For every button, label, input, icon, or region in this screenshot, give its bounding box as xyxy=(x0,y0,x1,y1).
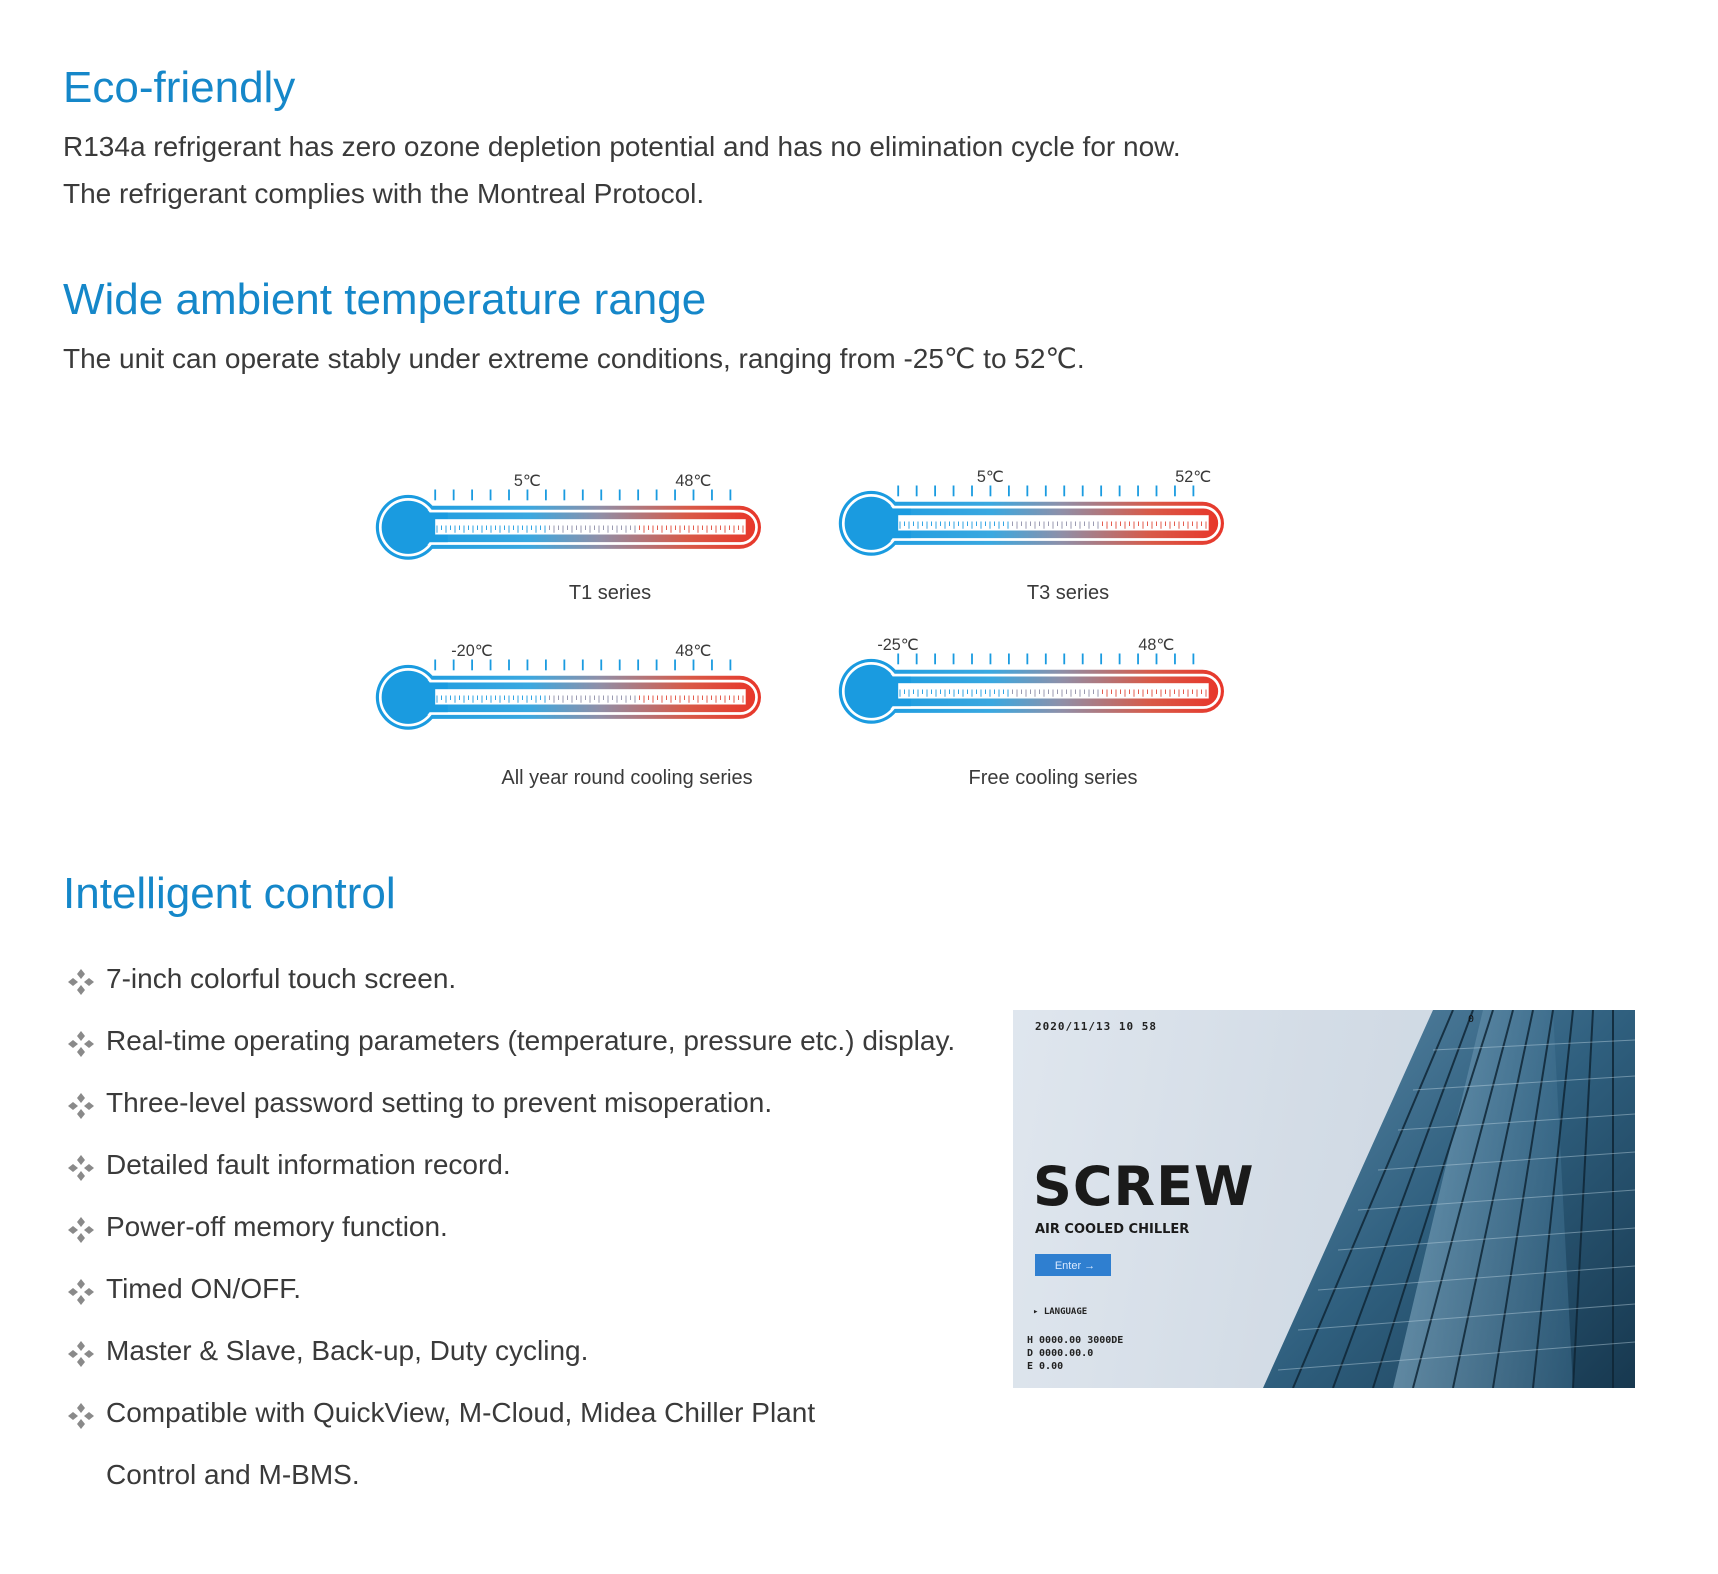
thermometer-low-label: 5℃ xyxy=(513,471,542,490)
screen-code-e: E 0.00 xyxy=(1027,1361,1064,1372)
thermometer-all-year xyxy=(352,641,792,736)
eco-line-1: R134a refrigerant has zero ozone depletion potential and has no elimination cycle for now. xyxy=(63,131,1181,162)
four-diamond-icon xyxy=(66,1215,96,1245)
temp-line: The unit can operate stably under extreme conditions, ranging from -25℃ to 52℃. xyxy=(63,343,1085,374)
screen-title: SCREW xyxy=(1033,1155,1255,1218)
eco-heading: Eco-friendly xyxy=(63,63,296,112)
thermometer-t1 xyxy=(352,471,792,566)
thermometer-high-label: 48℃ xyxy=(675,641,712,660)
four-diamond-icon xyxy=(66,1277,96,1307)
four-diamond-icon xyxy=(66,967,96,997)
thermometer-t3 xyxy=(815,467,1255,562)
screen-indicator: 0 xyxy=(1468,1014,1475,1025)
screen-datetime: 2020/11/13 10 58 xyxy=(1035,1020,1157,1033)
thermometer-caption-t1: T1 series xyxy=(568,582,652,604)
thermometer-high-label: 48℃ xyxy=(675,471,712,490)
feature-text: Real-time operating parameters (temperature, pressure etc.) display. xyxy=(106,1025,956,1056)
screen-subtitle: AIR COOLED CHILLER xyxy=(1035,1222,1190,1237)
thermometer-free-cooling xyxy=(815,635,1255,730)
four-diamond-icon xyxy=(66,1091,96,1121)
feature-text: Detailed fault information record. xyxy=(106,1149,511,1180)
screen-language-link[interactable]: ▸ LANGUAGE xyxy=(1033,1307,1088,1317)
touch-screen-image xyxy=(1013,1010,1635,1388)
feature-text: Three-level password setting to prevent misoperation. xyxy=(106,1087,773,1118)
four-diamond-icon xyxy=(66,1153,96,1183)
eco-line-2: The refrigerant complies with the Montreal Protocol. xyxy=(63,178,705,209)
feature-text: Master & Slave, Back-up, Duty cycling. xyxy=(106,1335,589,1366)
thermometer-caption-t3: T3 series xyxy=(1026,582,1110,604)
feature-text: 7-inch colorful touch screen. xyxy=(106,963,457,994)
thermometer-low-label: -20℃ xyxy=(451,641,493,660)
thermometer-caption-all-year: All year round cooling series xyxy=(501,767,753,789)
thermometer-caption-free-cooling: Free cooling series xyxy=(968,767,1138,789)
four-diamond-icon xyxy=(66,1029,96,1059)
feature-text: Timed ON/OFF. xyxy=(106,1273,301,1304)
four-diamond-icon xyxy=(66,1339,96,1369)
screen-code-h: H 0000.00 3000DE xyxy=(1027,1335,1124,1346)
thermometer-high-label: 48℃ xyxy=(1138,635,1175,654)
four-diamond-icon xyxy=(66,1401,96,1431)
control-heading: Intelligent control xyxy=(63,869,396,918)
screen-code-d: D 0000.00.0 xyxy=(1027,1348,1094,1359)
feature-text-continuation: Control and M-BMS. xyxy=(106,1459,360,1490)
thermometer-high-label: 52℃ xyxy=(1175,467,1212,486)
thermometer-low-label: 5℃ xyxy=(976,467,1005,486)
feature-text: Compatible with QuickView, M-Cloud, Midea Chiller Plant xyxy=(106,1397,816,1428)
thermometer-low-label: -25℃ xyxy=(877,635,919,654)
temp-heading: Wide ambient temperature range xyxy=(63,275,707,324)
screen-enter-button[interactable]: Enter → xyxy=(1035,1254,1111,1276)
feature-text: Power-off memory function. xyxy=(106,1211,448,1242)
